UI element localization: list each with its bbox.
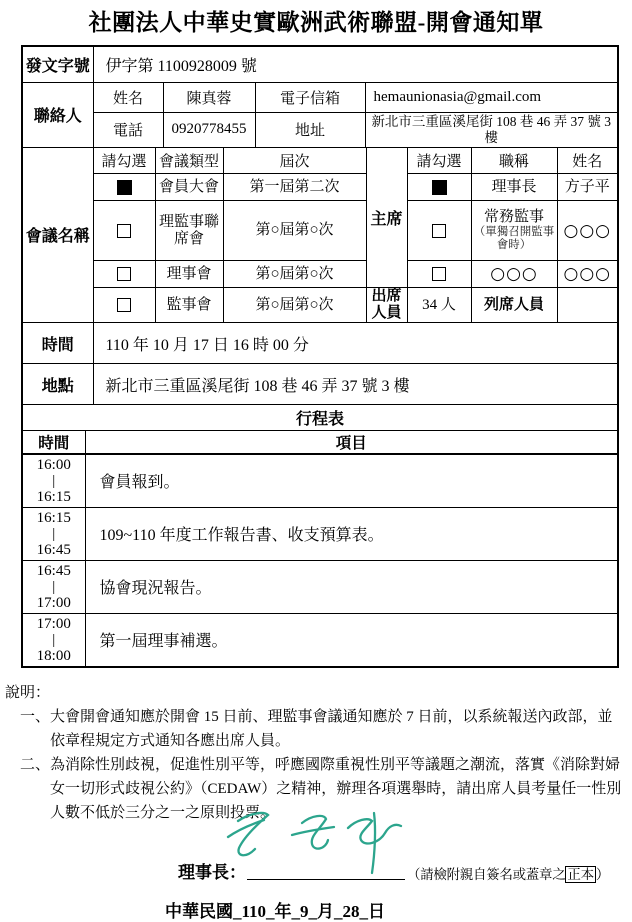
doc-number-label: 發文字號 <box>23 47 93 82</box>
schedule-row <box>23 454 617 508</box>
notes-section <box>5 681 624 825</box>
signature-line[interactable] <box>247 878 405 880</box>
time-table <box>23 323 617 363</box>
contact-phone-label: 電話 <box>93 112 163 147</box>
note-number: 二、 <box>20 757 51 773</box>
checked-checkbox-icon[interactable] <box>117 180 132 195</box>
contact-phone-value: 0920778455 <box>163 112 255 147</box>
chair-row-title <box>471 201 557 261</box>
chair-name-header: 姓名 <box>557 148 617 174</box>
schedule-item: 第一屆理事補選。 <box>85 613 617 666</box>
contact-email-value: hemaunionasia@gmail.com <box>365 83 617 112</box>
place-table <box>23 364 617 404</box>
document-date: 中華民國_110_年_9_月_28_日 <box>164 902 386 921</box>
contact-label: 聯絡人 <box>23 83 93 147</box>
signature-note <box>407 863 609 883</box>
chair-label: 主席 <box>366 148 407 288</box>
meeting-check-header: 請勾選 <box>93 148 155 174</box>
meeting-row-session: 第○屆第○次 <box>223 288 366 323</box>
meeting-type-header: 會議類型 <box>155 148 223 174</box>
place-label: 地點 <box>23 364 93 404</box>
schedule-item-header: 項目 <box>85 430 617 454</box>
attendee-count: 34 人 <box>407 288 471 323</box>
unchecked-checkbox-icon[interactable] <box>117 224 131 238</box>
chair-row-title: 理事長 <box>471 174 557 201</box>
chairman-signature <box>222 807 422 875</box>
meeting-row-checkbox <box>93 174 155 201</box>
schedule-item: 會員報到。 <box>85 454 617 508</box>
signature-note-suffix: ） <box>595 867 610 882</box>
time-label: 時間 <box>23 323 93 363</box>
meeting-row-type: 監事會 <box>155 288 223 323</box>
chair-check-header: 請勾選 <box>407 148 471 174</box>
notes-label: 說明： <box>5 685 51 701</box>
note-text: 為消除性別歧視，促進性別平等，呼應國際重視性別平等議題之潮流，落實《消除對婦女一切形式歧視公約》（CEDAW）之精神，辦理各項選舉時，請出席人員考量任一性別人數不低於三分之一之原則投票。 <box>50 757 622 821</box>
schedule-time <box>23 560 85 613</box>
contact-name-value: 陳真蓉 <box>163 83 255 112</box>
contact-address-value: 新北市三重區溪尾街 108 巷 46 弄 37 號 3 樓 <box>365 112 617 147</box>
contact-table <box>23 83 617 147</box>
chair-title-note: （單獨召開監事會時） <box>473 226 555 251</box>
contact-name-label: 姓名 <box>93 83 163 112</box>
time-divider: | <box>52 472 56 489</box>
chair-row-name: ○○○ <box>557 261 617 288</box>
note-item <box>20 705 624 753</box>
schedule-time-header: 時間 <box>23 430 85 454</box>
time-end: 16:15 <box>36 488 71 505</box>
schedule-row <box>23 613 617 666</box>
schedule-row <box>23 507 617 560</box>
meeting-row-checkbox <box>93 201 155 261</box>
unchecked-checkbox-icon[interactable] <box>432 224 446 238</box>
schedule-item: 109~110 年度工作報告書、收支預算表。 <box>85 507 617 560</box>
meeting-table <box>23 148 617 323</box>
meeting-row-type: 理事會 <box>155 261 223 288</box>
schedule-time <box>23 507 85 560</box>
time-start: 16:15 <box>36 509 71 526</box>
place-value: 新北市三重區溪尾街 108 巷 46 弄 37 號 3 樓 <box>93 364 617 404</box>
time-divider: | <box>52 631 56 648</box>
schedule-item: 協會現況報告。 <box>85 560 617 613</box>
contact-address-label: 地址 <box>255 112 365 147</box>
unchecked-checkbox-icon[interactable] <box>117 298 131 312</box>
meeting-row-type: 會員大會 <box>155 174 223 201</box>
meeting-session-header: 屆次 <box>223 148 366 174</box>
time-end: 16:45 <box>36 541 71 558</box>
checked-checkbox-icon[interactable] <box>432 180 447 195</box>
signature-label: 理事長： <box>178 863 246 882</box>
note-number: 一、 <box>20 709 51 725</box>
schedule-title: 行程表 <box>23 405 617 430</box>
meeting-row-type: 理監事聯席會 <box>155 201 223 261</box>
time-start: 17:00 <box>36 615 71 632</box>
signature-note-boxed: 正本 <box>567 867 594 882</box>
chair-row-name: 方子平 <box>557 174 617 201</box>
time-end: 18:00 <box>36 647 71 664</box>
chair-title-header: 職稱 <box>471 148 557 174</box>
meeting-row-checkbox <box>93 288 155 323</box>
time-start: 16:00 <box>36 456 71 473</box>
meeting-row-session: 第一屆第二次 <box>223 174 366 201</box>
signature-area <box>0 833 632 889</box>
doc-number-value: 伊字第 1100928009 號 <box>93 47 617 82</box>
chair-title-text: 常務監事 <box>483 209 544 225</box>
attendee-label: 出席人員 <box>366 288 407 323</box>
time-divider: | <box>52 578 56 595</box>
chair-row-checkbox <box>407 261 471 288</box>
chair-row-checkbox <box>407 174 471 201</box>
meeting-row-checkbox <box>93 261 155 288</box>
chair-row-name: ○○○ <box>557 201 617 261</box>
doc-number-table <box>23 47 617 82</box>
schedule-table <box>23 405 617 666</box>
contact-email-label: 電子信箱 <box>255 83 365 112</box>
schedule-time <box>23 613 85 666</box>
observer-label: 列席人員 <box>471 288 557 323</box>
chair-row-title: ○○○ <box>471 261 557 288</box>
schedule-row <box>23 560 617 613</box>
chair-row-checkbox <box>407 201 471 261</box>
time-end: 17:00 <box>36 594 71 611</box>
time-start: 16:45 <box>36 562 71 579</box>
signature-note-prefix: （請檢附親自簽名或蓋章之 <box>407 867 566 882</box>
meeting-row-session: 第○屆第○次 <box>223 261 366 288</box>
observer-value <box>557 288 617 323</box>
notice-form-table <box>21 45 619 668</box>
meeting-row-session: 第○屆第○次 <box>223 201 366 261</box>
page-title: 社團法人中華史實歐洲武術聯盟-開會通知單 <box>88 10 544 35</box>
schedule-time <box>23 454 85 508</box>
meeting-label: 會議名稱 <box>23 148 93 323</box>
time-divider: | <box>52 525 56 542</box>
time-value: 110 年 10 月 17 日 16 時 00 分 <box>93 323 617 363</box>
unchecked-checkbox-icon[interactable] <box>117 267 131 281</box>
note-text: 大會開會通知應於開會 15 日前、理監事會議通知應於 7 日前，以系統報送內政部，並依章程規定方式通知各應出席人員。 <box>50 709 613 749</box>
unchecked-checkbox-icon[interactable] <box>432 267 446 281</box>
